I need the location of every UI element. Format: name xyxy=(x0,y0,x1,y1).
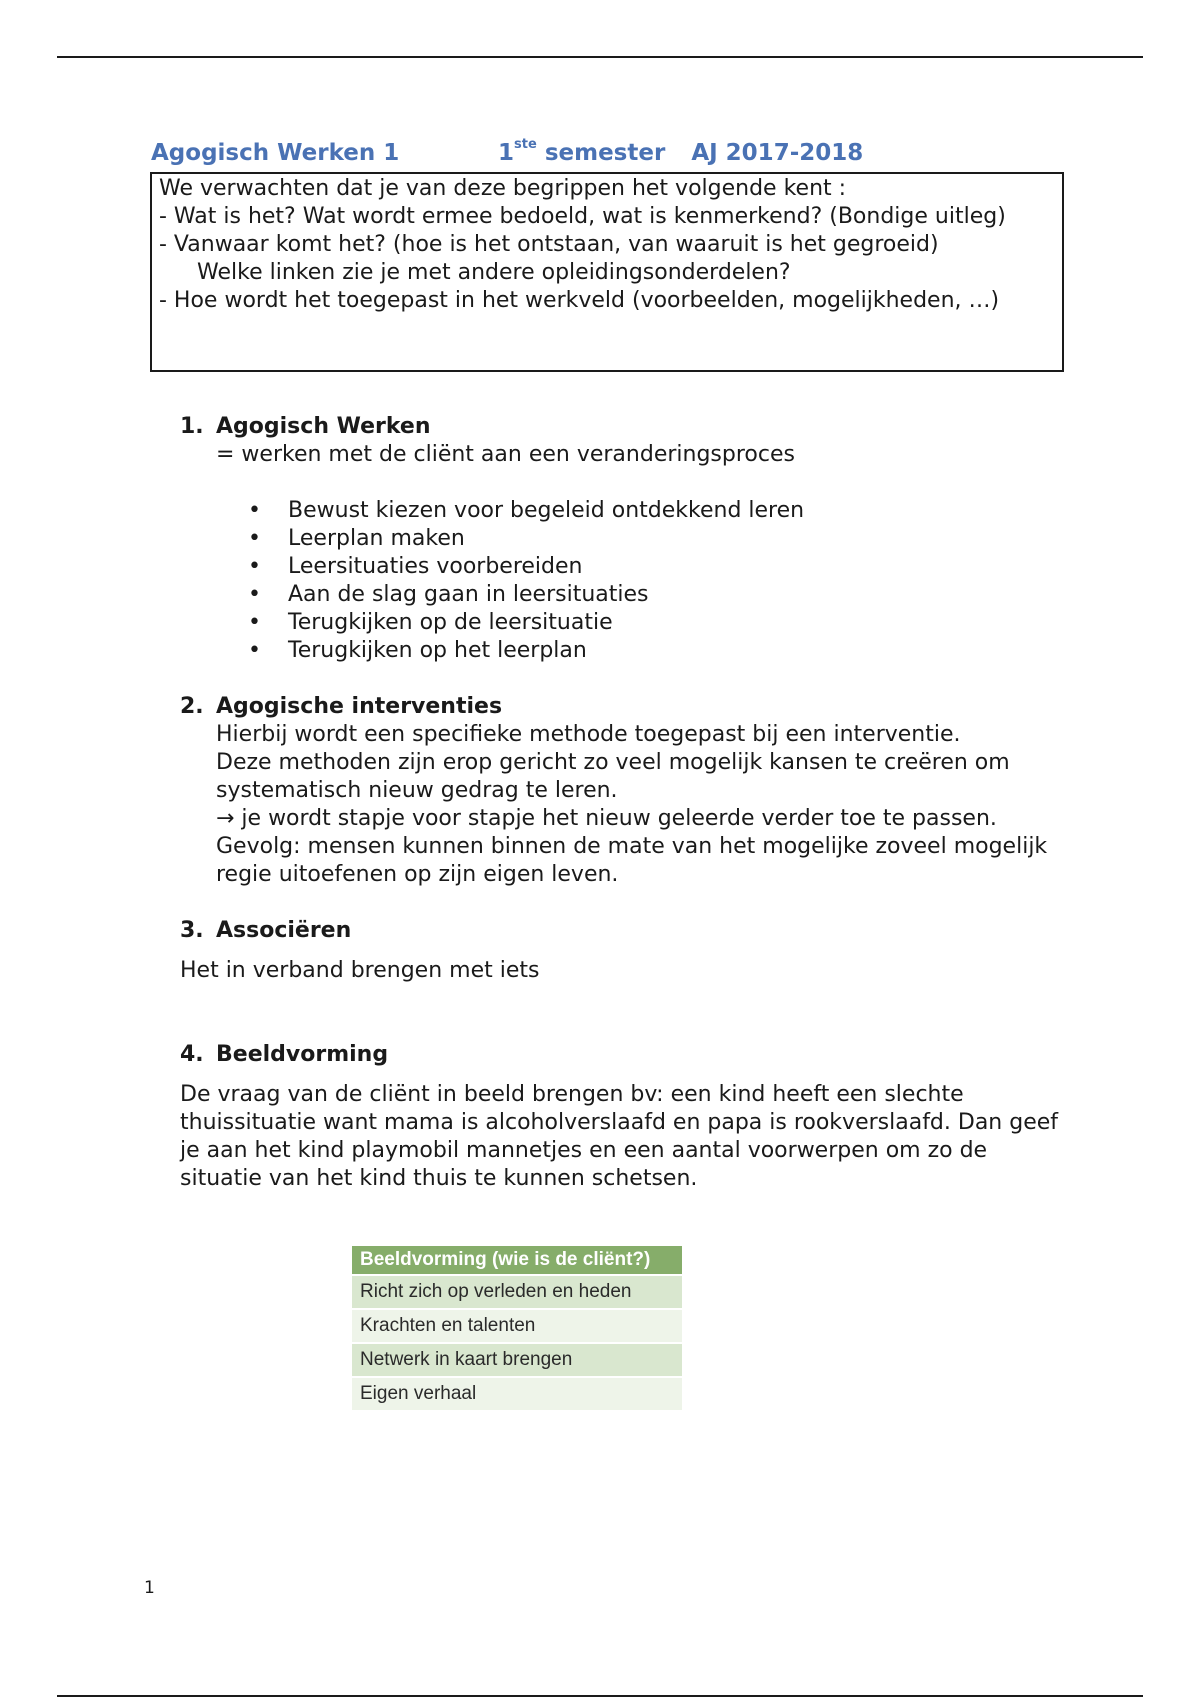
document-header xyxy=(151,137,864,166)
section-beeldvorming xyxy=(180,1041,1060,1193)
table-row xyxy=(352,1309,682,1343)
semester-number: 1 xyxy=(498,140,515,166)
table-cell: Richt zich op verleden en heden xyxy=(352,1275,682,1309)
paragraph: De vraag van de cliënt in beeld brengen bv: een kind heeft een slechte thuissituatie want mama is alcoholverslaafd en papa is rookverslaafd. Dan geef je aan het kind playmobil mannetjes en een aantal voorwerpen om zo de situatie van het kind thuis te kunnen schetsen. xyxy=(180,1082,1059,1191)
list-item-text: Terugkijken op de leersituatie xyxy=(288,610,613,635)
paragraph: Gevolg: mensen kunnen binnen de mate van het mogelijke zoveel mogelijk regie uitoefenen op zijn eigen leven. xyxy=(216,834,1048,887)
intro-line: - Hoe wordt het toegepast in het werkveld (voorbeelden, mogelijkheden, …) xyxy=(159,288,1000,313)
list-item-text: Leerplan maken xyxy=(288,526,465,551)
beeldvorming-table xyxy=(352,1246,682,1410)
section-number: 3. xyxy=(180,918,204,943)
section-title: Associëren xyxy=(216,918,352,943)
section-agogisch-werken xyxy=(180,413,1060,665)
section-heading xyxy=(180,693,1060,721)
list-item xyxy=(216,609,1060,637)
section-title: Agogisch Werken xyxy=(216,414,431,439)
paragraph: → je wordt stapje voor stapje het nieuw geleerde verder toe te passen. xyxy=(216,806,997,831)
top-rule xyxy=(57,56,1143,58)
section-text xyxy=(180,1081,1060,1193)
bullet-icon: • xyxy=(248,498,261,523)
list-item-text: Leersituaties voorbereiden xyxy=(288,554,583,579)
section-number: 1. xyxy=(180,414,204,439)
section-heading xyxy=(180,1041,1060,1069)
section-heading xyxy=(180,413,1060,441)
intro-line: - Wat is het? Wat wordt ermee bedoeld, wat is kenmerkend? (Bondige uitleg) xyxy=(159,204,1006,229)
course-title: Agogisch Werken 1 xyxy=(151,140,400,166)
table-cell: Eigen verhaal xyxy=(352,1377,682,1410)
document-body xyxy=(180,413,1060,1221)
list-item xyxy=(216,581,1060,609)
list-item xyxy=(216,525,1060,553)
list-item xyxy=(216,497,1060,525)
table-cell: Netwerk in kaart brengen xyxy=(352,1343,682,1377)
section-number: 2. xyxy=(180,694,204,719)
semester-word: semester xyxy=(544,140,666,166)
table-row xyxy=(352,1343,682,1377)
intro-box xyxy=(150,172,1064,372)
bottom-rule xyxy=(57,1695,1143,1697)
section-agogische-interventies xyxy=(180,693,1060,889)
paragraph: Hierbij wordt een specifieke methode toegepast bij een interventie. xyxy=(216,722,961,747)
intro-line: - Vanwaar komt het? (hoe is het ontstaan, van waaruit is het gegroeid) xyxy=(159,232,939,257)
page-number: 1 xyxy=(144,1578,155,1598)
table-cell: Krachten en talenten xyxy=(352,1309,682,1343)
section-heading xyxy=(180,917,1060,945)
section-title: Beeldvorming xyxy=(216,1042,389,1067)
bullet-icon: • xyxy=(248,610,261,635)
intro-line: Welke linken zie je met andere opleidingsonderdelen? xyxy=(197,260,791,285)
paragraph: Het in verband brengen met iets xyxy=(180,958,540,983)
list-item-text: Aan de slag gaan in leersituaties xyxy=(288,582,649,607)
section-text xyxy=(180,721,1060,889)
bullet-icon: • xyxy=(248,526,261,551)
table-header-row xyxy=(352,1246,682,1275)
bullet-icon: • xyxy=(248,638,261,663)
bullet-icon: • xyxy=(248,582,261,607)
bullet-icon: • xyxy=(248,554,261,579)
section-title: Agogische interventies xyxy=(216,694,503,719)
table-row xyxy=(352,1377,682,1410)
list-item-text: Terugkijken op het leerplan xyxy=(288,638,587,663)
table-header: Beeldvorming (wie is de cliënt?) xyxy=(352,1246,682,1275)
semester-suffix: ste xyxy=(514,137,537,153)
section-text xyxy=(180,957,1060,985)
bullet-list xyxy=(180,497,1060,665)
section-associeren xyxy=(180,917,1060,985)
table-row xyxy=(352,1275,682,1309)
intro-line: We verwachten dat je van deze begrippen het volgende kent : xyxy=(159,176,847,201)
section-number: 4. xyxy=(180,1042,204,1067)
academic-year: AJ 2017-2018 xyxy=(691,140,864,166)
section-definition: = werken met de cliënt aan een veranderingsproces xyxy=(216,442,795,467)
list-item-text: Bewust kiezen voor begeleid ontdekkend leren xyxy=(288,498,805,523)
paragraph: Deze methoden zijn erop gericht zo veel mogelijk kansen te creëren om systematisch nieuw gedrag te leren. xyxy=(216,750,1010,803)
list-item xyxy=(216,553,1060,581)
list-item xyxy=(216,637,1060,665)
